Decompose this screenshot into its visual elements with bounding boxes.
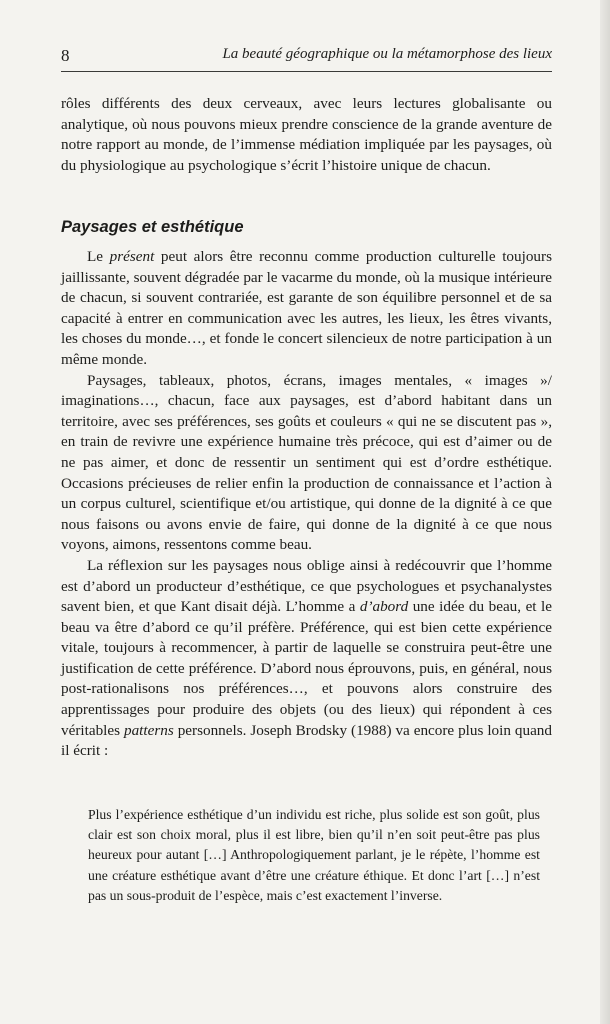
intro-text: rôles différents des deux cerveaux, avec leurs lectures globalisante ou analytique, où nous pouvons mieux prendre conscience de la grande aventure de notre rapport au monde, de l’immense médiation impliquée par les paysages, où du physiologique au psychologique s’écrit l’histoire unique de chacun. <box>61 95 552 174</box>
p3-emphasis-patterns: patterns <box>123 721 174 739</box>
running-title: La beauté géographique ou la métamorphose des lieux <box>222 46 552 62</box>
quote-text: Plus l’expérience esthétique d’un individu est riche, plus solide est son goût, plus clair est son choix moral, plus il est libre, bien qu’il n’en soit peut-être pas plus heureux pour autant […] Anthropologiquement parlant, je le répète, l’homme est une créature esthétique avant d’être une créature éthique. Et donc l’art […] n’est pas un sous-produit de l’espèce, mais c’est exactement l’inverse. <box>88 807 540 903</box>
running-head <box>61 44 552 66</box>
p3-part-a: La réflexion sur les paysages nous oblige ainsi à redécouvrir que l’homme est d’abord un producteur d’esthétique, ce que psychologues et psychanalystes savent bien, et que Kant disait déjà. L’homme a <box>61 556 552 616</box>
page-edge <box>600 0 610 1024</box>
block-quote <box>88 805 540 906</box>
paragraph-paysages: Paysages, tableaux, photos, écrans, images mentales, « images »/ imaginations…, chacun, face aux paysages, est d’abord habitant dans un territoire, avec ses préférences, ses goûts et couleurs « qui ne se discutent pas », en train de revivre une expérience humaine très précoce, qui est d’aimer ou de ne pas aimer, et donc de ressentir un sentiment qui est d’ordre esthétique. Occasions précieuses de relier enfin la production de connaissance et l’action à un corpus culturel, scientifique et/ou artistique, qui donne de la dignité à ce que nous faisons ou avons envie de faire, qui donne de la dignité à ce que nous voyons, aimons, ressentons comme beau. <box>61 371 552 554</box>
p3-part-b: une idée du beau, et le beau va être d’abord ce qu’il préfère. Préférence, qui est bien cette expérience vitale, toujours à recommencer, à partir de laquelle se construira peut-être une justification de cette préférence. D’abord nous éprouvons, puis, en général, nous post-rationalisons nos préférences…, et pouvons alors construire des apprentissages pour produire des objets (ou des lieux) qui répondent à ces véritables <box>61 598 552 739</box>
paragraph-present <box>61 247 552 371</box>
p3-part-c: personnels. Joseph Brodsky (1988) va encore plus loin quand il écrit : <box>61 721 552 760</box>
intro-paragraph <box>61 94 552 176</box>
p3-emphasis-dabord: d’abord <box>359 598 409 616</box>
header-rule <box>61 71 552 72</box>
body-text <box>61 247 552 762</box>
p1-start: Le <box>87 248 110 265</box>
page-number: 8 <box>61 46 70 65</box>
section-heading: Paysages et esthétique <box>61 218 244 236</box>
p1-rest: peut alors être reconnu comme production culturelle toujours jaillissante, souvent dégradée par le vacarme du monde, où la musique intérieure de chacun, si souvent contrariée, est garante de son équilibre personnel et de sa capacité à entrer en communication avec les autres, les lieux, les êtres vivants, les choses du monde…, et fonde le concert silencieux de notre participation à un même monde. <box>61 248 552 368</box>
p1-emphasis: présent <box>109 248 155 265</box>
paragraph-reflexion <box>61 556 552 762</box>
